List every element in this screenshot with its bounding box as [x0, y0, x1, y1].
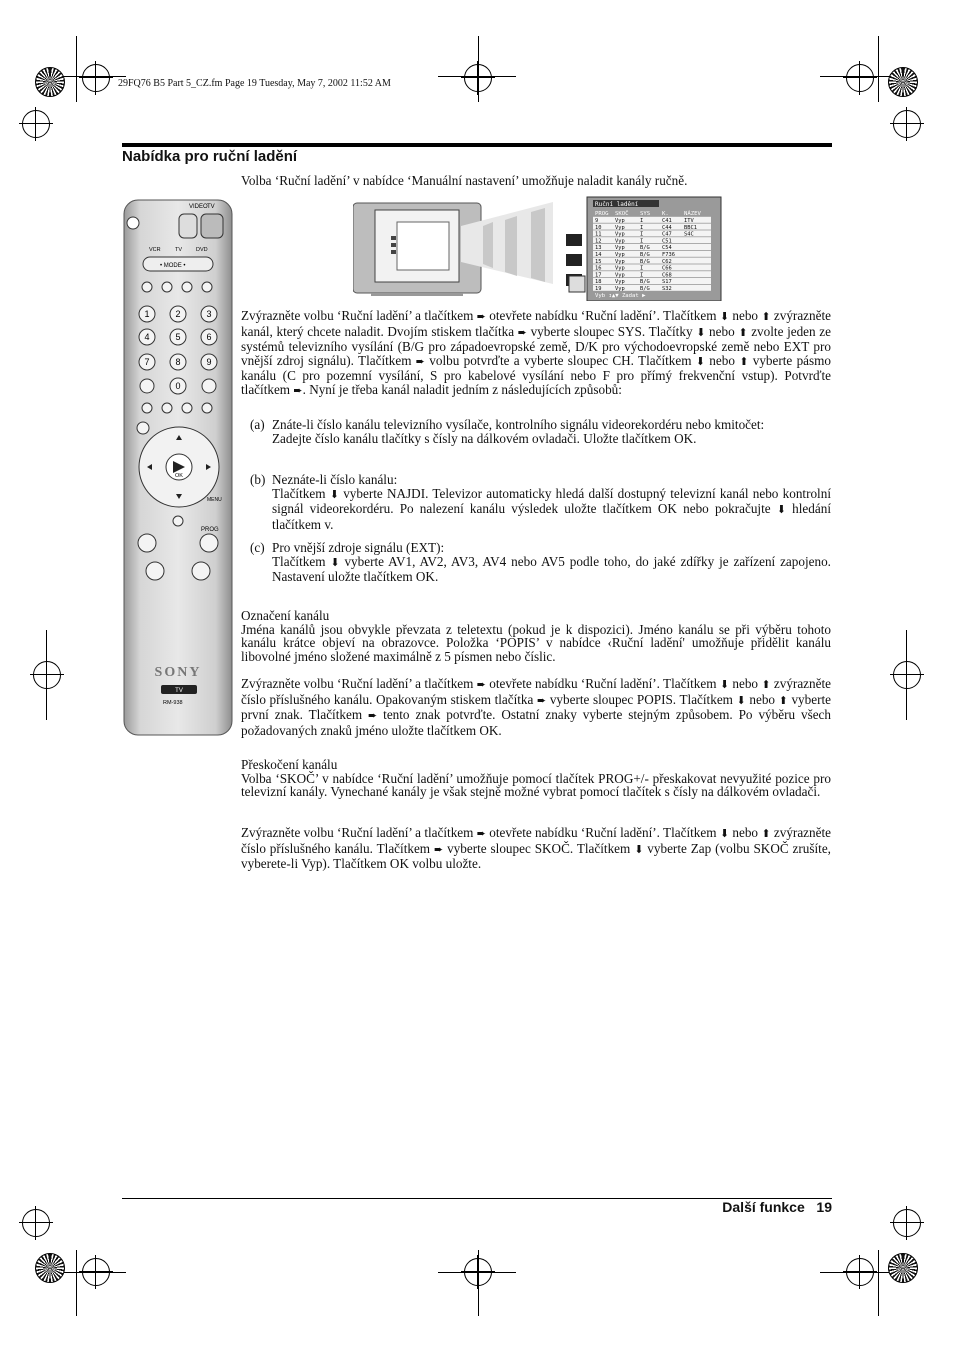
- osd-cell: 10: [595, 224, 602, 231]
- osd-cell: I: [640, 218, 644, 224]
- osd-row-bg: [593, 271, 711, 277]
- down-arrow-icon: ⬇: [634, 843, 644, 856]
- right-arrow-icon: ➨: [517, 326, 527, 339]
- remote-digit-0: 0: [175, 381, 181, 391]
- osd-cell: 9: [595, 218, 599, 224]
- registration-mark: [846, 64, 874, 92]
- right-arrow-icon: ➨: [433, 843, 444, 856]
- osd-row-bg: [593, 278, 711, 284]
- osd-cell: BBC1: [684, 224, 697, 231]
- remote-label-video: VIDEO: [189, 204, 208, 210]
- right-arrow-icon: ➨: [476, 679, 486, 691]
- registration-mark: [846, 1258, 874, 1286]
- up-arrow-icon: ⬆: [761, 311, 771, 323]
- osd-cell: C51: [662, 238, 672, 245]
- item-a-text: Znáte-li číslo kanálu televizního vysílače, kontrolního signálu videorekordéru nebo kmitočet: Zadejte číslo kanálu tlačítky s čísly na dálkovém ovladači. Uložte tlačítkem OK.: [272, 417, 765, 446]
- osd-cell: Vyp: [615, 245, 625, 252]
- osd-cell: I: [640, 265, 644, 272]
- crop-mark: [878, 36, 879, 102]
- osd-cell: Vyp: [615, 286, 625, 292]
- registration-mark: [893, 110, 921, 138]
- registration-mark: [464, 1258, 492, 1286]
- osd-header-k: K.: [662, 211, 669, 217]
- osd-cell: B/G: [640, 245, 650, 252]
- osd-cell: B/G: [640, 286, 650, 292]
- registration-mark: [893, 1209, 921, 1237]
- osd-cell: S32: [662, 286, 672, 292]
- remote-mode-vcr: VCR: [149, 247, 161, 253]
- osd-cell: ITV: [684, 218, 694, 224]
- up-arrow-icon: ⬆: [778, 694, 788, 707]
- up-arrow-icon: ⬆: [761, 828, 771, 840]
- osd-header-prog: PROG: [595, 211, 609, 217]
- channel-skip-section: Přeskočení kanálu Volba ‘SKOČ’ v nabídce ‘Ruční ladění’ umožňuje pomocí tlačítek PROG+/- přeskakovat nevyužité pozice pro televizní kanály. Vynechané kanály je však stejně možné vybrat pomocí tlačítek s čísly na dálkovém ovladači.: [241, 757, 831, 800]
- osd-row-bg: [593, 237, 711, 243]
- down-arrow-icon: ⬇: [329, 488, 339, 501]
- section-title: Nabídka pro ruční ladění: [122, 148, 298, 165]
- color-bar-dial: [888, 1253, 918, 1283]
- color-bar-dial: [35, 67, 65, 97]
- remote-menu-label: MENU: [207, 497, 222, 503]
- down-arrow-icon: ⬇: [719, 679, 730, 691]
- down-arrow-icon: ⬇: [696, 326, 706, 339]
- registration-mark: [22, 1209, 50, 1237]
- page-footer: Další funkce 19: [722, 1199, 832, 1215]
- registration-mark: [33, 661, 61, 689]
- registration-mark: [82, 64, 110, 92]
- osd-cell: C68: [662, 272, 672, 279]
- osd-header-nazev: NÁZEV: [684, 211, 701, 217]
- right-arrow-icon: ➨: [537, 694, 547, 707]
- osd-cell: F736: [662, 252, 675, 258]
- osd-cell: C41: [662, 218, 672, 224]
- osd-cell: 14: [595, 252, 602, 258]
- osd-row-bg: [593, 258, 711, 264]
- osd-cell: Vyp: [615, 238, 625, 245]
- remote-model: RM-938: [163, 700, 183, 706]
- down-arrow-icon: ⬇: [776, 504, 786, 517]
- down-arrow-icon: ⬇: [719, 828, 730, 840]
- remote-digit-5: 5: [175, 332, 181, 342]
- down-arrow-icon: ⬇: [695, 355, 705, 368]
- osd-cell: 11: [595, 231, 602, 238]
- osd-cell: I: [640, 238, 644, 245]
- osd-row-bg: [593, 264, 711, 270]
- osd-row-bg: [593, 244, 711, 250]
- paragraph-naming: Zvýrazněte volbu ‘Ruční ladění’ a tlačítkem ➨ otevřete nabídku ‘Ruční ladění’. Tlačítkem ⬇ nebo ⬆ zvýrazněte číslo příslušného kanálu. Opakovaným stiskem tlačítka ➨ vyberte sloupec POPIS. Tlačítkem ⬇ nebo ⬆ vyberte první znak. Tlačítkem ➨ tento znak potvrďte. Ostatní znaky vyberte stejným způsobem. Po výběru všech požadovaných znaků jméno uložte tlačítkem OK.: [241, 676, 832, 738]
- remote-tv-badge: TV: [175, 688, 183, 694]
- crop-mark: [76, 36, 77, 102]
- osd-cell: Vyp: [615, 279, 625, 286]
- item-c-label: (c): [250, 540, 265, 555]
- remote-digit-2: 2: [175, 309, 181, 319]
- item-c-text: Pro vnější zdroje signálu (EXT): Tlačítkem ⬇ vyberte AV1, AV2, AV3, AV4 nebo AV5 podle toho, do jaké zdířky je zařízení zapojeno. Nastavení uložte tlačítkem OK.: [272, 540, 831, 585]
- up-arrow-icon: ⬆: [739, 355, 749, 368]
- file-header: 29FQ76 B5 Part 5_CZ.fm Page 19 Tuesday, May 7, 2002 11:52 AM: [118, 78, 391, 89]
- remote-digit-9: 9: [206, 357, 212, 367]
- paragraph-tuning: Zvýrazněte volbu ‘Ruční ladění’ a tlačítkem ➨ otevřete nabídku ‘Ruční ladění’. Tlačítkem ⬇ nebo ⬆ zvýrazněte kanál, který chcete naladit. Dvojím stiskem tlačítka ➨ vyberte sloupec SYS. Tlačítky ⬇ nebo ⬆ zvolte jeden ze systémů televizního vysílání (B/G pro západoevropské země, D/K pro východoevropské země nebo EXT pro vnější zdroj signálu). Tlačítkem ➨ volbu potvrďte a vyberte sloupec CH. Tlačítkem ⬇ nebo ⬆ vyberte pásmo kanálu (C pro pozemní vysílání, S pro kabelové vysílání nebo F pro přímý frekvenční vstup). Potvrďte tlačítkem ➨. Nyní je třeba kanál naladit jedním z následujících způsobů:: [241, 308, 831, 397]
- up-arrow-icon: ⬆: [738, 326, 748, 339]
- osd-cell: S17: [662, 279, 672, 286]
- osd-cell: Vyp: [615, 218, 625, 224]
- osd-cell: C44: [662, 224, 672, 231]
- registration-mark: [464, 64, 492, 92]
- osd-cell: 15: [595, 258, 602, 265]
- remote-ok-label: OK: [175, 473, 183, 479]
- osd-row-bg: [593, 251, 711, 257]
- osd-cell: B/G: [640, 279, 650, 286]
- osd-header-sys: SYS: [640, 211, 651, 217]
- osd-cell: 16: [595, 265, 602, 272]
- osd-cell: C62: [662, 258, 672, 265]
- channel-naming-section: Označení kanálu Jména kanálů jsou obvykle převzata z teletextu (pokud je k dispozici). Jméno kanálu se při výběru tohoto kanálu krátce objeví na obrazovce. Položka ‘POPIS’ v nabídce ‹Ruční ladění' umožňuje přidělit kanálu libovolné jméno složené maximálně z 5 písmen nebo číslic.: [241, 608, 831, 664]
- osd-cell: 17: [595, 272, 602, 279]
- item-a-label: (a): [250, 417, 265, 432]
- osd-title: Ruční ladění: [595, 201, 639, 208]
- right-arrow-icon: ➨: [293, 384, 303, 397]
- remote-digit-7: 7: [144, 357, 150, 367]
- tv-menu-illustration: [353, 196, 723, 301]
- osd-cell: Vyp: [615, 231, 625, 238]
- intro-text: Volba ‘Ruční ladění’ v nabídce ‘Manuální nastavení’ umožňuje naladit kanály ručně.: [241, 173, 688, 188]
- remote-mode-switch: • MODE •: [160, 263, 186, 269]
- osd-cell: I: [640, 272, 644, 279]
- remote-label-tv: TV: [207, 204, 215, 210]
- remote-digit-3: 3: [206, 309, 212, 319]
- osd-cell: 12: [595, 238, 602, 245]
- osd-cell: 18: [595, 279, 602, 286]
- remote-control-illustration: [123, 199, 233, 736]
- color-bar-dial: [35, 1253, 65, 1283]
- remote-mode-tv: TV: [175, 247, 183, 253]
- right-arrow-icon: ➨: [476, 311, 486, 323]
- section-heading: Přeskočení kanálu: [241, 757, 338, 772]
- osd-cell: Vyp: [615, 252, 625, 258]
- right-arrow-icon: ➨: [368, 710, 378, 723]
- up-arrow-icon: ⬆: [761, 679, 771, 691]
- down-arrow-icon: ⬇: [719, 311, 730, 323]
- osd-cell: 13: [595, 245, 602, 252]
- crop-mark: [878, 1250, 879, 1316]
- remote-digit-1: 1: [144, 309, 150, 319]
- item-b-text: Neznáte-li číslo kanálu: Tlačítkem ⬇ vyberte NAJDI. Televizor automaticky hledá další dostupný televizní kanál nebo kontrolní signál videorekordéru. Po nalezení kanálu výsledek uložte tlačítkem OK nebo pokračujte ⬇ hledání tlačítkem v.: [272, 472, 831, 532]
- down-arrow-icon: ⬇: [330, 556, 340, 569]
- osd-cell: B/G: [640, 252, 650, 258]
- osd-cell: B/G: [640, 258, 650, 265]
- right-arrow-icon: ➨: [476, 828, 486, 840]
- osd-header-skoc: SKOČ: [615, 211, 629, 217]
- remote-digit-6: 6: [206, 332, 212, 342]
- osd-row-bg: [593, 285, 711, 291]
- section-heading: Označení kanálu: [241, 608, 330, 623]
- top-rule: [122, 143, 832, 147]
- remote-brand: SONY: [154, 665, 202, 680]
- osd-cell: C66: [662, 265, 672, 272]
- osd-footer: Vyb ↕▲▼ Zadat ▶: [595, 293, 646, 299]
- osd-cell: S4C: [684, 231, 694, 238]
- down-arrow-icon: ⬇: [736, 694, 746, 707]
- osd-cell: C54: [662, 245, 672, 252]
- color-bar-dial: [888, 67, 918, 97]
- crop-mark: [76, 1250, 77, 1316]
- remote-mode-dvd: DVD: [196, 247, 208, 253]
- osd-cell: Vyp: [615, 258, 625, 265]
- osd-cell: 19: [595, 286, 602, 292]
- osd-cell: Vyp: [615, 265, 625, 272]
- osd-cell: Vyp: [615, 224, 625, 231]
- remote-digit-4: 4: [144, 332, 150, 342]
- registration-mark: [82, 1258, 110, 1286]
- remote-digit-8: 8: [175, 357, 181, 367]
- remote-prog-label: PROG: [201, 527, 219, 533]
- paragraph-skip: Zvýrazněte volbu ‘Ruční ladění’ a tlačítkem ➨ otevřete nabídku ‘Ruční ladění’. Tlačítkem ⬇ nebo ⬆ zvýrazněte číslo příslušného kanálu. Tlačítkem ➨ vyberte sloupec SKOČ. Tlačítkem ⬇ vyberte Zap (volbu SKOČ zrušíte, vyberete-li Vyp). Tlačítkem OK volbu uložte.: [241, 825, 831, 872]
- osd-cell: C47: [662, 231, 672, 238]
- item-b-label: (b): [250, 472, 266, 487]
- osd-cell: Vyp: [615, 272, 625, 279]
- registration-mark: [893, 661, 921, 689]
- osd-cell: I: [640, 231, 644, 238]
- right-arrow-icon: ➨: [415, 355, 425, 368]
- registration-mark: [22, 110, 50, 138]
- osd-cell: I: [640, 224, 644, 231]
